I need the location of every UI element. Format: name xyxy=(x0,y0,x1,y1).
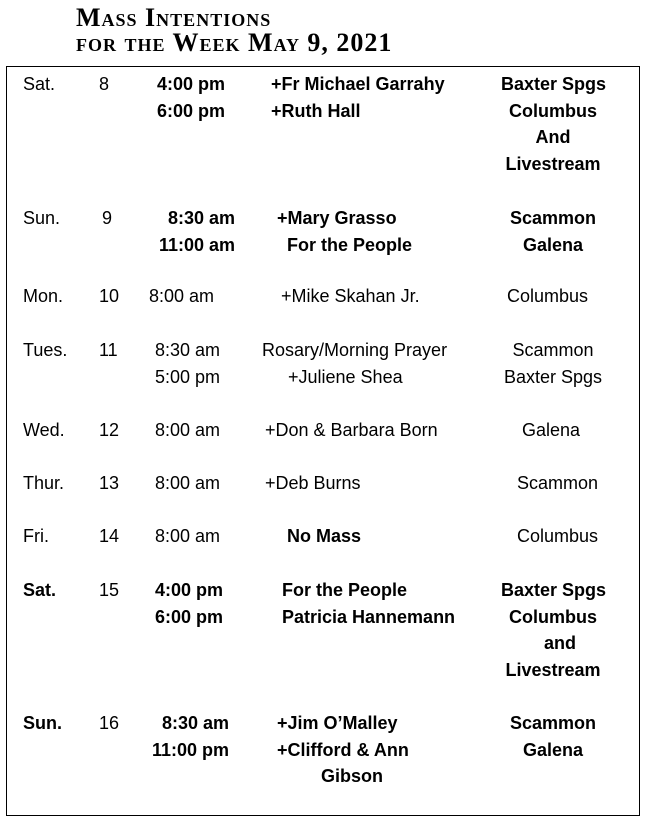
entry-times xyxy=(155,577,223,630)
entry-intentions xyxy=(265,470,361,497)
entry-locations xyxy=(501,71,605,177)
entry-date: 15 xyxy=(99,580,120,600)
entry-day: Sun. xyxy=(23,713,62,733)
entry-location: Scammon xyxy=(517,473,599,493)
entry-intention: +Jim O’Malley xyxy=(277,713,398,733)
entry-time: 6:00 pm xyxy=(155,606,224,627)
entry-intentions xyxy=(282,577,455,630)
entry-time: 8:00 am xyxy=(155,473,221,493)
entry-location: Columbus xyxy=(517,526,599,546)
entry-locations xyxy=(501,205,605,258)
entry-locations xyxy=(501,710,605,763)
entry-intentions xyxy=(277,710,409,790)
entry-location: Galena xyxy=(522,739,584,760)
entry-date: 9 xyxy=(102,208,113,228)
entry-intention: No Mass xyxy=(287,526,362,546)
entry-time: 8:00 am xyxy=(155,526,221,546)
entry-location: Columbus xyxy=(507,286,589,306)
entry-intentions xyxy=(287,523,361,550)
entry-date: 12 xyxy=(99,420,120,440)
entry-intention: For the People xyxy=(282,580,408,600)
entry-times xyxy=(155,523,220,550)
entry-time: 8:30 am xyxy=(155,340,221,360)
entry-day: Sat. xyxy=(23,580,57,600)
entry-day: Tues. xyxy=(23,340,68,360)
entry-date: 14 xyxy=(99,526,120,546)
entry-intention: +Mike Skahan Jr. xyxy=(281,286,420,306)
entry-location: Columbus xyxy=(509,100,597,121)
entry-intention: +Mary Grasso xyxy=(277,208,397,228)
page-title xyxy=(76,5,392,55)
entry-day: Fri. xyxy=(23,526,49,546)
entry-time: 11:00 am xyxy=(158,234,235,255)
entry-date: 11 xyxy=(99,340,118,360)
entry-time: 5:00 pm xyxy=(155,366,221,387)
entry-intention: Gibson xyxy=(321,766,383,786)
entry-date: 16 xyxy=(99,713,120,733)
entry-times xyxy=(157,71,225,124)
entry-location: and xyxy=(543,633,576,653)
entry-intention: +Juliene Shea xyxy=(288,366,403,387)
entry-location: Livestream xyxy=(505,659,601,680)
entry-times xyxy=(155,417,220,444)
entry-intention: For the People xyxy=(287,234,413,255)
entry-intention: +Deb Burns xyxy=(265,473,361,493)
entry-intention: +Fr Michael Garrahy xyxy=(271,74,445,94)
entry-location: Scammon xyxy=(509,713,597,733)
entry-location: And xyxy=(535,127,571,147)
entry-location: Galena xyxy=(522,420,581,440)
entry-time: 8:30 am xyxy=(161,713,229,733)
entry-day: Mon. xyxy=(23,286,64,306)
entry-location: Baxter Spgs xyxy=(501,74,607,94)
entry-intentions xyxy=(277,205,412,258)
schedule-box xyxy=(6,66,640,816)
entry-times xyxy=(147,710,229,763)
entry-intention: +Don & Barbara Born xyxy=(265,420,438,440)
entry-locations xyxy=(517,470,598,497)
entry-locations xyxy=(522,417,580,444)
entry-time: 8:30 am xyxy=(167,208,235,228)
entry-date: 13 xyxy=(99,473,120,493)
entry-time: 4:00 pm xyxy=(155,580,224,600)
title-line-1: Mass Intentions xyxy=(76,3,272,32)
entry-time: 8:00 am xyxy=(155,420,221,440)
entry-locations xyxy=(501,337,605,390)
entry-locations xyxy=(507,283,588,310)
entry-location: Baxter Spgs xyxy=(503,366,603,387)
entry-intention: Patricia Hannemann xyxy=(282,606,456,627)
entry-time: 6:00 pm xyxy=(157,100,226,121)
entry-times xyxy=(157,205,235,258)
entry-day: Sat. xyxy=(23,74,56,94)
entry-intentions xyxy=(281,283,420,310)
entry-date: 8 xyxy=(99,74,110,94)
entry-times xyxy=(155,470,220,497)
entry-intention: +Clifford & Ann xyxy=(277,739,409,760)
entry-time: 11:00 pm xyxy=(151,739,229,760)
entry-times xyxy=(149,283,214,310)
entry-day: Sun. xyxy=(23,208,61,228)
entry-times xyxy=(155,337,220,390)
entry-location: Livestream xyxy=(505,153,601,174)
entry-day: Thur. xyxy=(23,473,65,493)
entry-locations xyxy=(501,577,605,683)
entry-intention: Rosary/Morning Prayer xyxy=(262,340,448,360)
entry-intentions xyxy=(262,337,447,390)
entry-location: Galena xyxy=(522,234,584,255)
entry-date: 10 xyxy=(99,286,120,306)
entry-intentions xyxy=(265,417,438,444)
entry-locations xyxy=(517,523,598,550)
title-line-2: for the Week May 9, 2021 xyxy=(76,28,393,57)
entry-location: Baxter Spgs xyxy=(501,580,607,600)
entry-time: 8:00 am xyxy=(149,286,215,306)
entry-location: Scammon xyxy=(509,208,597,228)
entry-intention: +Ruth Hall xyxy=(271,100,361,121)
entry-location: Columbus xyxy=(509,606,597,627)
entry-intentions xyxy=(271,71,445,124)
entry-day: Wed. xyxy=(23,420,65,440)
entry-time: 4:00 pm xyxy=(157,74,226,94)
entry-location: Scammon xyxy=(512,340,594,360)
